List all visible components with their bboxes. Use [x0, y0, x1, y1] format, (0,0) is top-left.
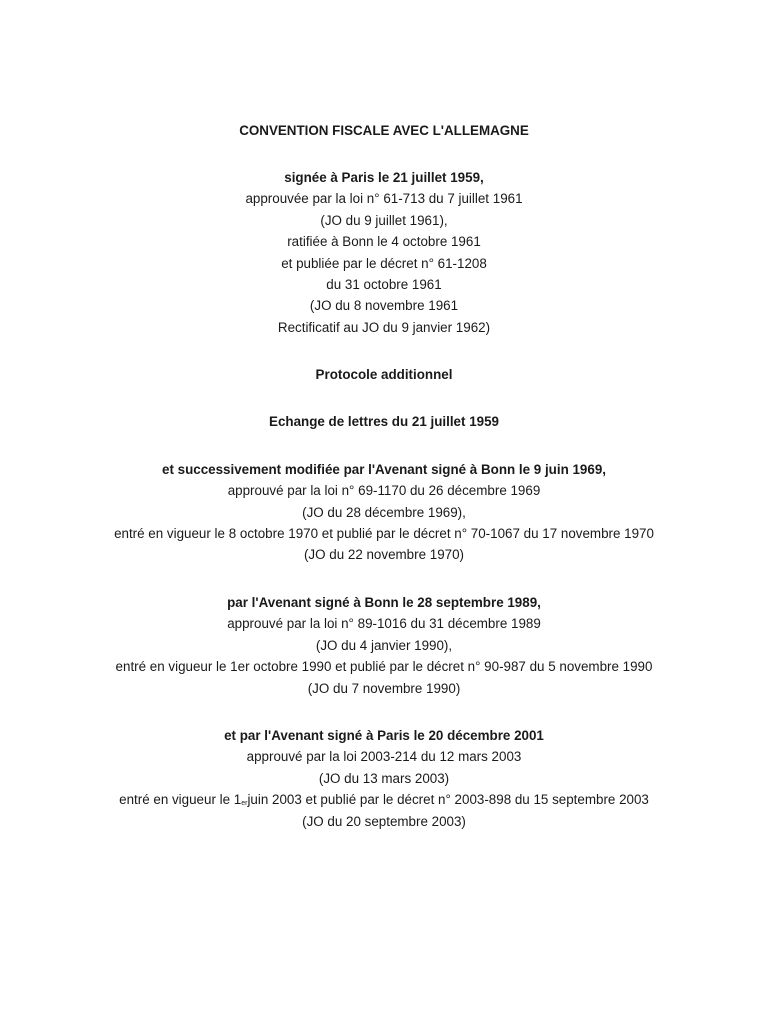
amendment-1969-line: entré en vigueur le 8 octobre 1970 et publié par le décret n° 70-1067 du 17 novembre 1970 — [114, 526, 654, 541]
amendment-1989-line: (JO du 7 novembre 1990) — [307, 681, 461, 696]
amendment-1989-line: entré en vigueur le 1er octobre 1990 et publié par le décret n° 90-987 du 5 novembre 1990 — [115, 659, 653, 674]
entry-line-prefix: entré en vigueur le 1 — [119, 792, 242, 807]
entry-line-suffix: juin 2003 et publié par le décret n° 2003-898 du 15 septembre 2003 — [247, 792, 649, 807]
signature-line: ratifiée à Bonn le 4 octobre 1961 — [287, 234, 481, 249]
amendment-2001-entry-line — [0, 792, 768, 811]
amendment-1969-line: (JO du 28 décembre 1969), — [302, 505, 466, 520]
signature-line: approuvée par la loi n° 61-713 du 7 juillet 1961 — [245, 191, 523, 206]
amendment-2001-line: (JO du 13 mars 2003) — [318, 771, 450, 786]
signature-line: du 31 octobre 1961 — [326, 277, 442, 292]
exchange-heading: Echange de lettres du 21 juillet 1959 — [269, 414, 499, 429]
amendment-1969-heading: et successivement modifiée par l'Avenant signé à Bonn le 9 juin 1969, — [162, 462, 606, 477]
amendment-1989-line: (JO du 4 janvier 1990), — [315, 638, 453, 653]
ordinal-suffix: er — [241, 800, 248, 807]
signature-line: (JO du 8 novembre 1961 — [309, 298, 459, 313]
signature-line: (JO du 9 juillet 1961), — [320, 213, 448, 228]
amendment-1989-heading: par l'Avenant signé à Bonn le 28 septembre 1989, — [227, 595, 541, 610]
signature-heading: signée à Paris le 21 juillet 1959, — [284, 170, 484, 185]
amendment-1969-line: (JO du 22 novembre 1970) — [303, 547, 465, 562]
amendment-1989-line: approuvé par la loi n° 89-1016 du 31 décembre 1989 — [227, 616, 541, 631]
amendment-1969-line: approuvé par la loi n° 69-1170 du 26 décembre 1969 — [227, 483, 541, 498]
amendment-2001-heading: et par l'Avenant signé à Paris le 20 décembre 2001 — [224, 728, 544, 743]
protocol-heading: Protocole additionnel — [315, 367, 453, 382]
amendment-2001-line: approuvé par la loi 2003-214 du 12 mars 2003 — [246, 749, 522, 764]
signature-line: Rectificatif au JO du 9 janvier 1962) — [277, 320, 491, 335]
signature-line: et publiée par le décret n° 61-1208 — [281, 256, 487, 271]
document-title: CONVENTION FISCALE AVEC L'ALLEMAGNE — [239, 123, 529, 138]
amendment-2001-last-line: (JO du 20 septembre 2003) — [302, 814, 466, 829]
